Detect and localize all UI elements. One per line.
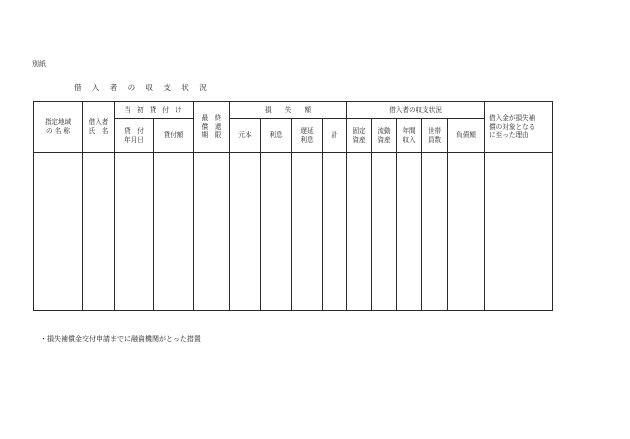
- table-row: [34, 153, 553, 311]
- table-cell[interactable]: [292, 153, 323, 311]
- header-debt-amount: 負債額: [448, 119, 485, 153]
- attachment-label: 別紙: [32, 60, 46, 68]
- header-fixed-assets: 固定 資産: [347, 119, 372, 153]
- table-cell[interactable]: [347, 153, 372, 311]
- header-current-assets: 流動 資産: [372, 119, 397, 153]
- header-designated-area: 指定地域 の 名 称: [34, 102, 83, 153]
- header-loan-date: 貸 付 年月日: [115, 119, 154, 153]
- table-cell[interactable]: [397, 153, 422, 311]
- header-reason: 借入金が損失補 償の対象となる に至った理由: [485, 102, 553, 153]
- header-final-repayment: 最 終 償 還 期 限: [194, 102, 230, 153]
- header-loss-amount: 損 失 額: [230, 102, 347, 119]
- table-cell[interactable]: [115, 153, 154, 311]
- header-initial-loan: 当 初 貸 付 け: [115, 102, 194, 119]
- header-annual-income: 年間 収入: [397, 119, 422, 153]
- header-total: 計: [323, 119, 347, 153]
- page-title: 借 入 者 の 収 支 状 況: [74, 83, 211, 92]
- income-status-table: [33, 101, 553, 311]
- table-cell[interactable]: [448, 153, 485, 311]
- header-interest: 利息: [261, 119, 292, 153]
- table-cell[interactable]: [154, 153, 194, 311]
- header-borrower-name: 借入者 氏 名: [83, 102, 115, 153]
- table-cell[interactable]: [422, 153, 448, 311]
- table-cell[interactable]: [83, 153, 115, 311]
- table-cell[interactable]: [485, 153, 553, 311]
- header-loan-amount: 貸付額: [154, 119, 194, 153]
- header-income-status: 借入者の収支状況: [347, 102, 485, 119]
- table-cell[interactable]: [323, 153, 347, 311]
- table-cell[interactable]: [34, 153, 83, 311]
- table-cell[interactable]: [372, 153, 397, 311]
- table-cell[interactable]: [230, 153, 261, 311]
- header-late-interest: 遅延 利息: [292, 119, 323, 153]
- footnote: ・損失補償金交付申請までに融資機関がとった措置: [40, 335, 201, 343]
- table-cell[interactable]: [194, 153, 230, 311]
- header-principal: 元本: [230, 119, 261, 153]
- header-household-count: 世帯 員数: [422, 119, 448, 153]
- table-cell[interactable]: [261, 153, 292, 311]
